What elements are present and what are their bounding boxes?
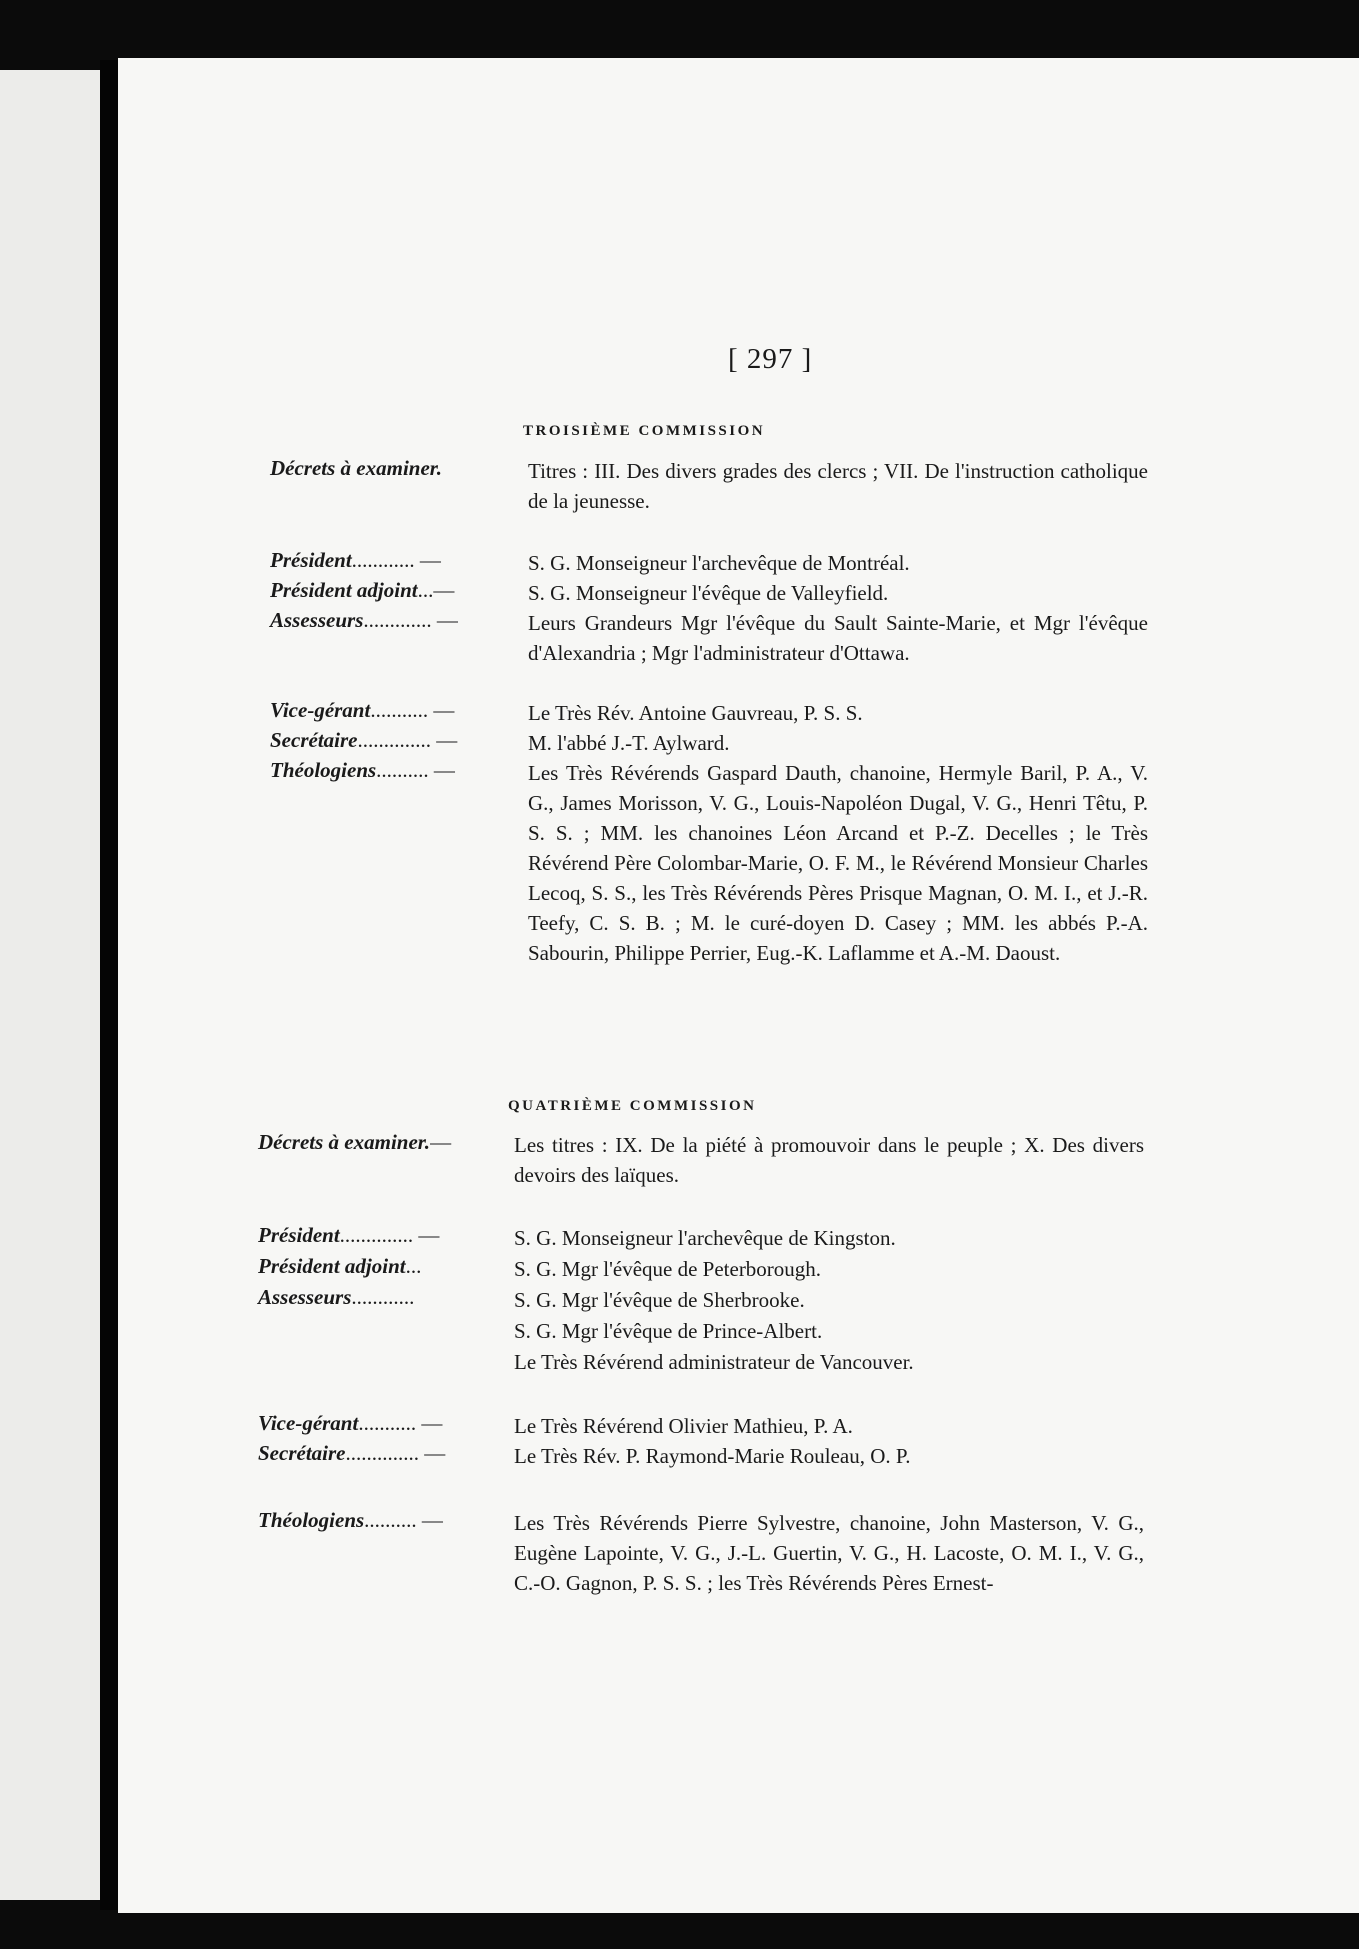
entry-leader: ...— bbox=[417, 578, 455, 602]
entry-label bbox=[270, 728, 457, 753]
entry-content: S. G. Monseigneur l'archevêque de Kingston. bbox=[514, 1226, 896, 1250]
entry-content: Titres : III. Des divers grades des clercs ; VII. De l'instruction catholique de la jeunesse. bbox=[528, 459, 1148, 513]
entry-leader: .......... — bbox=[376, 758, 455, 782]
entry-label-text: Théologiens bbox=[270, 758, 377, 782]
entry-label-text: Président adjoint bbox=[270, 578, 418, 602]
entry-label bbox=[258, 1254, 421, 1279]
section-title-troisieme: TROISIÈME COMMISSION bbox=[523, 423, 766, 439]
entry-label bbox=[270, 758, 455, 783]
entry-leader: .............. — bbox=[339, 1223, 440, 1247]
entry-leader: ............ bbox=[351, 1285, 415, 1309]
entry-leader: ............. — bbox=[363, 608, 458, 632]
entry-leader: ............ — bbox=[351, 548, 441, 572]
entry-leader: ........... — bbox=[358, 1411, 443, 1435]
entry-label-text: Vice-gérant bbox=[270, 698, 371, 722]
entry-label-text: Président bbox=[258, 1223, 340, 1247]
book-gutter bbox=[100, 60, 118, 1910]
entry-content: S. G. Monseigneur l'évêque de Valleyfield. bbox=[528, 581, 889, 605]
entry-label bbox=[258, 1508, 443, 1533]
entry-content: Les titres : IX. De la piété à promouvoir dans le peuple ; X. Des divers devoirs des laïques. bbox=[514, 1133, 1144, 1187]
entry-content: Le Très Révérend Olivier Mathieu, P. A. bbox=[514, 1414, 853, 1438]
entry-label-text: Président adjoint bbox=[258, 1254, 406, 1278]
entry-label bbox=[258, 1411, 442, 1436]
entry-label-text: Théologiens bbox=[258, 1508, 365, 1532]
entry-content: Le Très Révérend administrateur de Vancouver. bbox=[514, 1350, 914, 1374]
entry-content: M. l'abbé J.-T. Aylward. bbox=[528, 731, 730, 755]
left-page-edge bbox=[0, 70, 100, 1900]
entry-leader: .......... — bbox=[364, 1508, 443, 1532]
entry-content: Les Très Révérends Gaspard Dauth, chanoine, Hermyle Baril, P. A., V. G., James Morisson, V. G., Louis-Napoléon Dugal, V. G., Henri Têtu, P. S. S. ; MM. les chanoines Léon Arcand et P.-Z. Decelles ; le Très Révérend Père Colombar-Marie, O. F. M., le Révérend Monsieur Charles Lecoq, S. S., les Très Révérends Pères Prisque Magnan, O. M. I., et J.-R. Teefy, C. S. B. ; M. le curé-doyen D. Casey ; MM. les abbés P.-A. Sabourin, Philippe Perrier, Eug.-K. Laflamme et A.-M. Daoust. bbox=[528, 761, 1148, 965]
entry-content: S. G. Mgr l'évêque de Prince-Albert. bbox=[514, 1319, 823, 1343]
entry-leader: ........... — bbox=[370, 698, 455, 722]
section-title-quatrieme: QUATRIÈME COMMISSION bbox=[508, 1098, 757, 1114]
entry-label bbox=[258, 1285, 414, 1310]
entry-content: Leurs Grandeurs Mgr l'évêque du Sault Sainte-Marie, et Mgr l'évêque d'Alexandria ; Mgr l'administrateur d'Ottawa. bbox=[528, 611, 1148, 665]
page-number: [ 297 ] bbox=[728, 343, 813, 375]
entry-label bbox=[258, 1441, 445, 1466]
entry-label-text: Décrets à examiner. bbox=[270, 456, 443, 480]
entry-leader: .............. — bbox=[345, 1441, 446, 1465]
entry-label-text: Secrétaire bbox=[258, 1441, 346, 1465]
entry-label-text: Président bbox=[270, 548, 352, 572]
book-page bbox=[118, 58, 1359, 1913]
entry-leader: .............. — bbox=[357, 728, 458, 752]
entry-label bbox=[270, 698, 454, 723]
entry-content: Les Très Révérends Pierre Sylvestre, chanoine, John Masterson, V. G., Eugène Lapointe, V. G., J.-L. Guertin, V. G., H. Lacoste, O. M. I., V. G., C.-O. Gagnon, P. S. S. ; les Très Révérends Pères Ernest- bbox=[514, 1511, 1144, 1595]
entry-content: Le Très Rév. P. Raymond-Marie Rouleau, O. P. bbox=[514, 1444, 911, 1468]
entry-label bbox=[270, 456, 442, 481]
entry-content: S. G. Mgr l'évêque de Sherbrooke. bbox=[514, 1288, 805, 1312]
entry-label bbox=[258, 1130, 451, 1155]
entry-label bbox=[270, 578, 454, 603]
entry-label bbox=[270, 548, 441, 573]
entry-label-text: Vice-gérant bbox=[258, 1411, 359, 1435]
entry-label bbox=[258, 1223, 439, 1248]
entry-content: S. G. Monseigneur l'archevêque de Montréal. bbox=[528, 551, 910, 575]
entry-leader: — bbox=[430, 1130, 452, 1154]
entry-leader: ... bbox=[405, 1254, 422, 1278]
entry-label-text: Secrétaire bbox=[270, 728, 358, 752]
entry-content: S. G. Mgr l'évêque de Peterborough. bbox=[514, 1257, 822, 1281]
entry-label-text: Assesseurs bbox=[270, 608, 364, 632]
entry-label-text: Décrets à examiner. bbox=[258, 1130, 431, 1154]
entry-content: Le Très Rév. Antoine Gauvreau, P. S. S. bbox=[528, 701, 863, 725]
entry-label-text: Assesseurs bbox=[258, 1285, 352, 1309]
entry-label bbox=[270, 608, 458, 633]
